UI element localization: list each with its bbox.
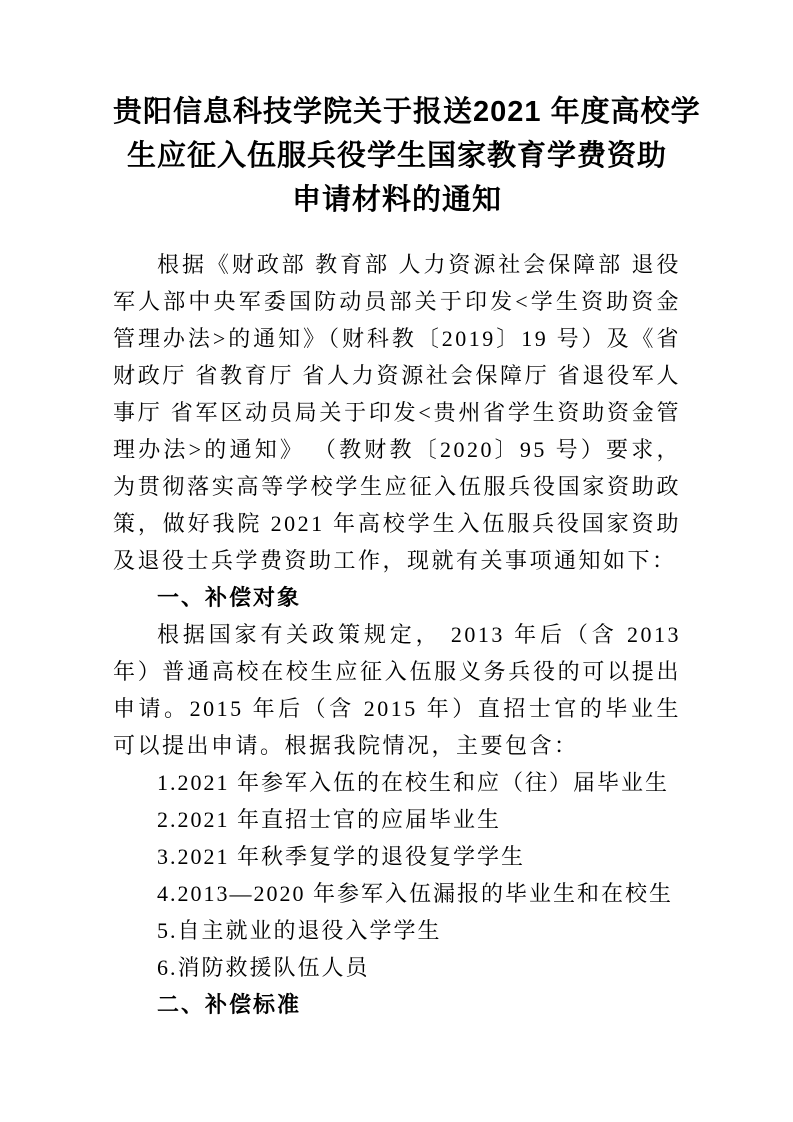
section-1-heading: 一、补偿对象 [157, 585, 302, 610]
list-item-1: 1.2021 年参军入伍的在校生和应（往）届毕业生 [157, 770, 670, 795]
document-title-line-1: 贵阳信息科技学院关于报送2021 年度高校学 [113, 96, 701, 128]
document-title-line-3: 申请材料的通知 [291, 184, 502, 216]
list-item-3: 3.2021 年秋季复学的退役复学学生 [157, 844, 526, 869]
list-item-6: 6.消防救援队伍人员 [157, 955, 370, 980]
document-title-line-2: 生应征入伍服兵役学生国家教育学费资助 [126, 140, 667, 172]
list-item-4: 4.2013—2020 年参军入伍漏报的毕业生和在校生 [157, 881, 674, 906]
section-2-heading: 二、补偿标准 [157, 992, 302, 1017]
document-title [113, 90, 701, 222]
section-1-paragraph: 根据国家有关政策规定， 2013 年后（含 2013 年）普通高校在校生应征入伍服义务兵役的可以提出申请。2015 年后（含 2015 年）直招士官的毕业生可以提出申请。根据我院情况，主要包含： [113, 622, 681, 758]
list-item-2: 2.2021 年直招士官的应届毕业生 [157, 807, 502, 832]
list-item-5: 5.自主就业的退役入学学生 [157, 918, 442, 943]
intro-paragraph: 根据《财政部 教育部 人力资源社会保障部 退役军人部中央军委国防动员部关于印发<学生资助资金管理办法>的通知》（财科教〔2019〕19 号）及《省财政厅 省教育厅 省人力资源社会保障厅 省退役军人事厅 省军区动员局关于印发<贵州省学生资助资金管理办法>的通知》 （教财教〔2020〕95 号）要求，为贯彻落实高等学校学生应征入伍服兵役国家资助政策，做好我院 2021 年高校学生入伍服兵役国家资助及退役士兵学费资助工作，现就有关事项通知如下： [113, 252, 681, 573]
